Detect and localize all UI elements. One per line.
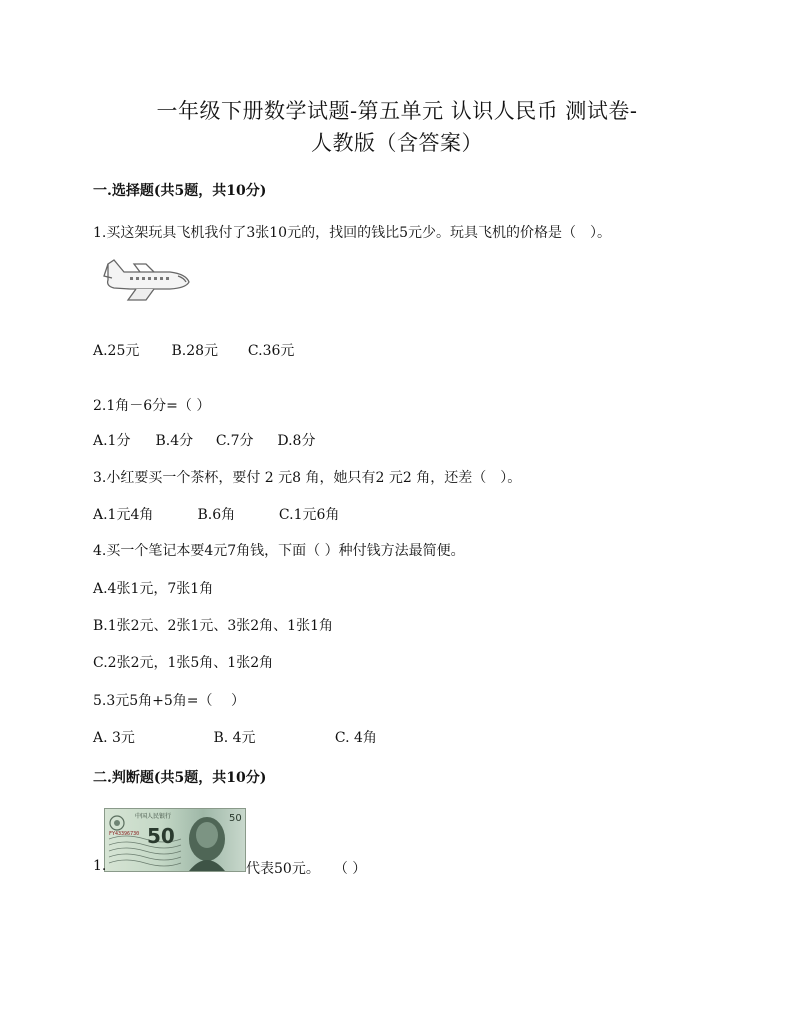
section-heading-true-false: 二.判断题(共5题，共10分) [93, 770, 267, 786]
option-d: D.8分 [277, 433, 316, 449]
option-b: B.4分 [155, 433, 194, 449]
option-a: A. 3元 [93, 730, 135, 746]
document-title-line2: 人教版（含答案） [311, 131, 483, 155]
question-5-options [93, 727, 377, 747]
option-b: B. 4元 [213, 730, 256, 746]
question-4-option-b: B.1张2元、2张1元、3张2角、1张1角 [93, 618, 333, 634]
question-5-text: 5.3元5角+5角=（ ） [93, 693, 245, 709]
fifty-yuan-banknote-icon [104, 808, 246, 872]
judgement-1-prefix: 1. [93, 858, 107, 874]
document-title-line1: 一年级下册数学试题-第五单元 认识人民币 测试卷- [156, 99, 638, 123]
question-4-option-c: C.2张2元，1张5角、1张2角 [93, 655, 274, 671]
question-1-text: 1.买这架玩具飞机我付了3张10元的，找回的钱比5元少。玩具飞机的价格是（ ）。 [93, 225, 611, 241]
option-c: C. 4角 [334, 730, 377, 746]
serial-number-text: FY43396730 [109, 831, 140, 837]
question-4-option-a: A.4张1元，7张1角 [93, 581, 214, 597]
question-1-options [93, 340, 294, 360]
question-3-options [93, 504, 339, 524]
option-c: C.36元 [247, 343, 295, 359]
option-a: A.1分 [93, 433, 131, 449]
question-3-text: 3.小红要买一个茶杯，要付 2 元8 角，她只有2 元2 角，还差（ ）。 [93, 470, 522, 486]
denomination-text: 50 [147, 824, 175, 848]
question-4-text: 4.买一个笔记本要4元7角钱，下面（ ）种付钱方法最简便。 [93, 543, 465, 559]
option-a: A.25元 [93, 343, 140, 359]
option-a: A.1元4角 [93, 507, 154, 523]
bank-name-text: 中国人民银行 [135, 813, 172, 820]
toy-airplane-icon [100, 252, 192, 302]
section-heading-multiple-choice: 一.选择题(共5题，共10分) [93, 183, 267, 199]
judgement-1-text: 代表50元。 （ ） [246, 861, 367, 877]
question-2-options [93, 430, 315, 450]
option-c: C.7分 [215, 433, 254, 449]
option-b: B.28元 [171, 343, 219, 359]
option-c: C.1元6角 [278, 507, 340, 523]
question-2-text: 2.1角－6分=（ ） [93, 398, 211, 414]
option-b: B.6角 [197, 507, 236, 523]
denomination-corner-text: 50 [229, 813, 242, 824]
